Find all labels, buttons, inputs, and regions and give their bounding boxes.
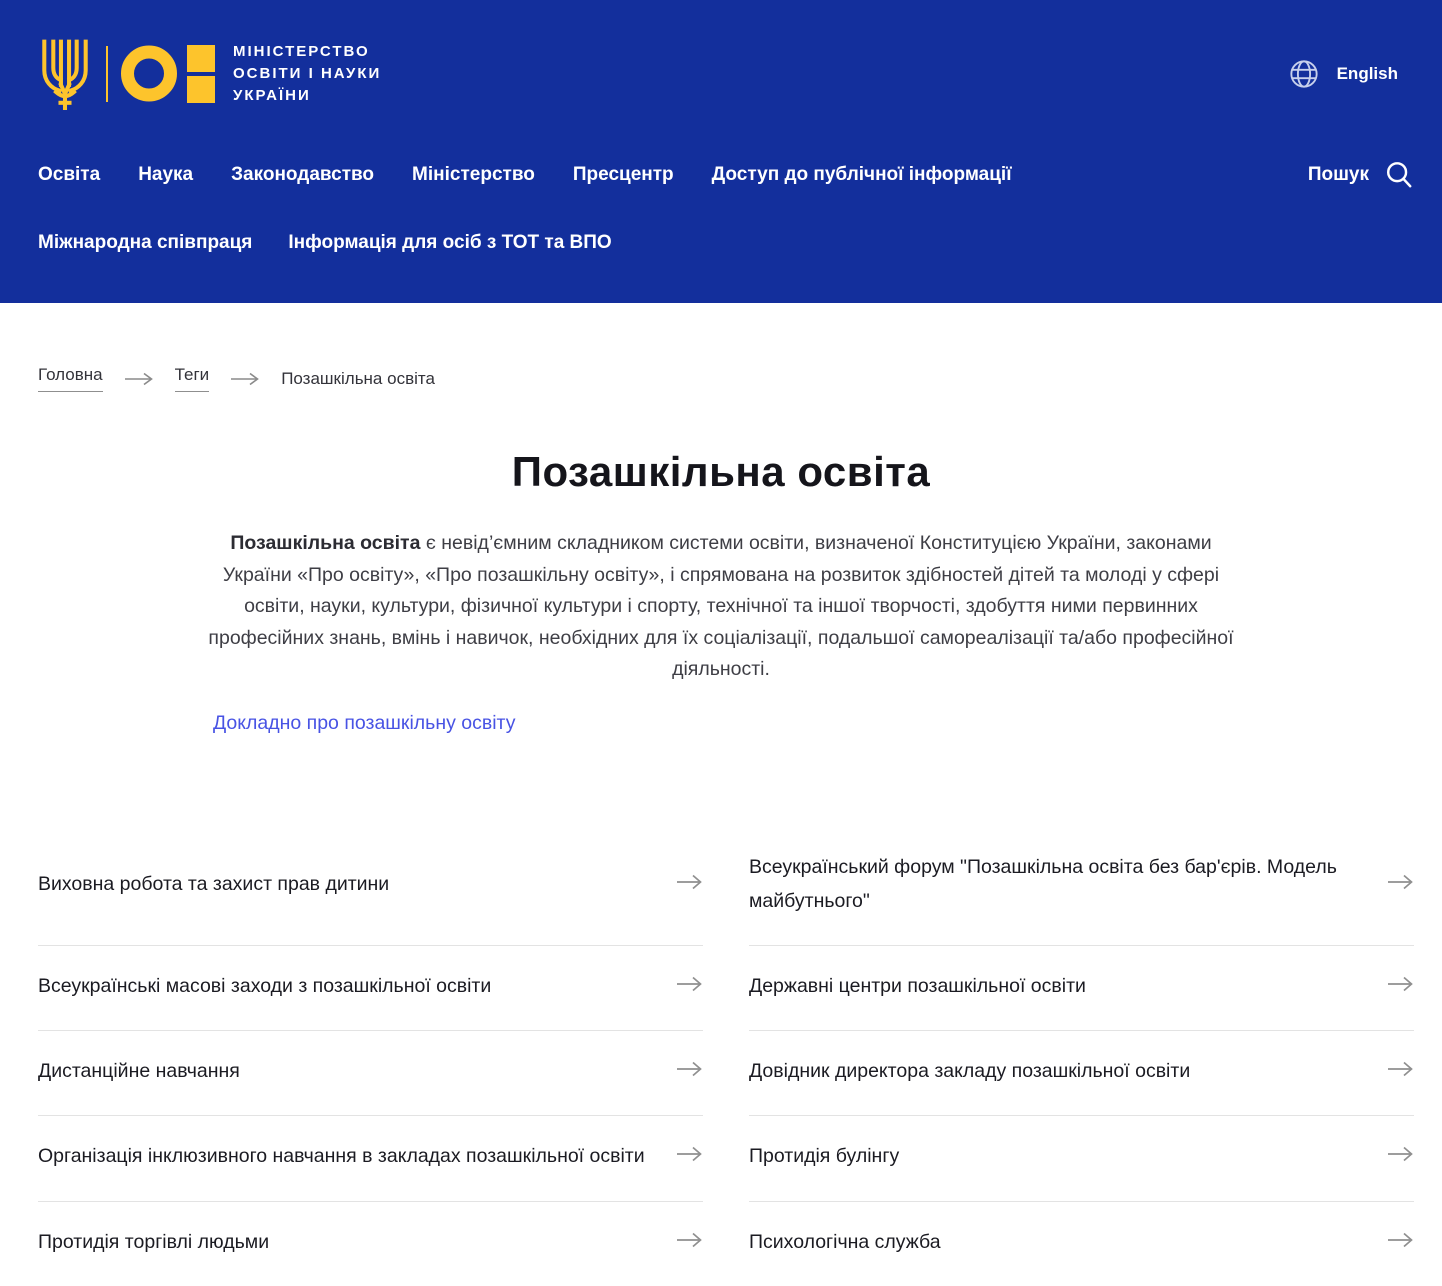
search-icon <box>1384 160 1414 190</box>
topic-link-torhivlia-liudmy[interactable] <box>38 1202 703 1286</box>
primary-nav <box>38 160 1414 190</box>
language-label[interactable]: English <box>1336 64 1398 83</box>
breadcrumb-arrow-icon <box>230 372 260 386</box>
breadcrumb <box>38 365 1404 392</box>
topic-label: Організація інклюзивного навчання в закладах позашкільної освіти <box>38 1145 645 1168</box>
breadcrumb-link-home[interactable]: Головна <box>38 365 103 392</box>
topic-label: Всеукраїнський форум "Позашкільна освіта без бар'єрів. Модель майбутнього" <box>749 855 1337 913</box>
arrow-right-icon <box>676 969 703 1003</box>
topic-link-forum-bez-baryeriv[interactable] <box>749 827 1414 946</box>
arrow-right-icon <box>676 867 703 901</box>
arrow-right-icon <box>1387 1139 1414 1173</box>
ministry-logo[interactable] <box>38 38 381 110</box>
topic-label: Всеукраїнські масові заходи з позашкільної освіти <box>38 975 492 998</box>
nav-item-international[interactable]: Міжнародна співпраця <box>38 232 253 253</box>
topic-label: Протидія торгівлі людьми <box>38 1230 270 1253</box>
search-button[interactable] <box>1308 160 1414 190</box>
topic-label: Державні центри позашкільної освіти <box>749 975 1086 998</box>
topic-label: Протидія булінгу <box>749 1145 900 1168</box>
topics-grid <box>38 827 1414 1286</box>
topic-link-psykholohichna-sluzhba[interactable] <box>749 1202 1414 1286</box>
arrow-right-icon <box>1387 969 1414 1003</box>
search-label: Пошук <box>1307 164 1369 185</box>
intro-paragraph <box>201 528 1241 686</box>
logo-divider <box>106 46 108 102</box>
site-header <box>0 0 1442 303</box>
topic-label: Виховна робота та захист прав дитини <box>38 872 390 895</box>
topic-link-dovidnyk-dyrektora[interactable] <box>749 1031 1414 1116</box>
nav-item-tot-vpo[interactable]: Інформація для осіб з ТОТ та ВПО <box>288 232 612 253</box>
arrow-right-icon <box>1387 1054 1414 1088</box>
topic-link-dystantsiine-navchannia[interactable] <box>38 1031 703 1116</box>
topic-link-derzhavni-tsentry[interactable] <box>749 946 1414 1031</box>
more-about-link[interactable]: Докладно про позашкільну освіту <box>213 711 516 734</box>
intro-text: є невід’ємним складником системи освіти, визначеної Конституцією України, законами України «Про освіту», «Про позашкільну освіту», і спрямована на розвиток здібностей дітей та молоді у сфері освіти, науки, культури, фізичної культури і спорту, технічної та іншої творчості, здобуття ними первинних професійних знань, вмінь і навичок, необхідних для їх соціалізації, подальшої самореалізації та/або професійної діяльності. <box>208 532 1234 681</box>
mon-logo-icon <box>121 45 216 103</box>
arrow-right-icon <box>676 1139 703 1173</box>
header-top <box>38 38 1414 110</box>
nav-item-nauka[interactable]: Наука <box>138 164 194 185</box>
arrow-right-icon <box>1387 867 1414 901</box>
ministry-name-line3: УКРАЇНИ <box>233 86 311 104</box>
breadcrumb-link-tags[interactable]: Теги <box>175 365 210 392</box>
main-content <box>0 448 1442 1286</box>
arrow-right-icon <box>676 1054 703 1088</box>
intro-section <box>201 528 1241 735</box>
nav-item-zakonodavstvo[interactable]: Законодавство <box>231 164 375 185</box>
language-switcher[interactable] <box>1289 59 1414 89</box>
ministry-name-line2: ОСВІТИ І НАУКИ <box>233 65 382 83</box>
page-title: Позашкільна освіта <box>511 448 931 495</box>
topic-link-masovi-zakhody[interactable] <box>38 946 703 1031</box>
nav-item-prestsentr[interactable]: Пресцентр <box>572 164 674 185</box>
arrow-right-icon <box>1387 1225 1414 1259</box>
nav-item-osvita[interactable]: Освіта <box>38 164 101 185</box>
globe-icon <box>1289 59 1319 89</box>
nav-item-public-info[interactable]: Доступ до публічної інформації <box>711 164 1012 185</box>
topic-link-vykhovna-robota[interactable] <box>38 827 703 946</box>
arrow-right-icon <box>676 1225 703 1259</box>
intro-lead: Позашкільна освіта <box>230 532 421 554</box>
breadcrumb-arrow-icon <box>124 372 154 386</box>
ministry-name-line1: МІНІСТЕРСТВО <box>233 43 370 61</box>
ministry-name <box>233 41 381 106</box>
topic-link-inkliuzyvne-navchannia[interactable] <box>38 1116 703 1201</box>
secondary-nav <box>38 232 1414 254</box>
topic-label: Психологічна служба <box>749 1230 941 1253</box>
topic-label: Довідник директора закладу позашкільної освіти <box>749 1060 1191 1083</box>
trident-icon <box>38 38 92 110</box>
topic-link-protydiia-bulinhu[interactable] <box>749 1116 1414 1201</box>
breadcrumb-current: Позашкільна освіта <box>281 368 435 388</box>
topic-label: Дистанційне навчання <box>38 1060 240 1083</box>
nav-item-ministerstvo[interactable]: Міністерство <box>412 164 535 185</box>
